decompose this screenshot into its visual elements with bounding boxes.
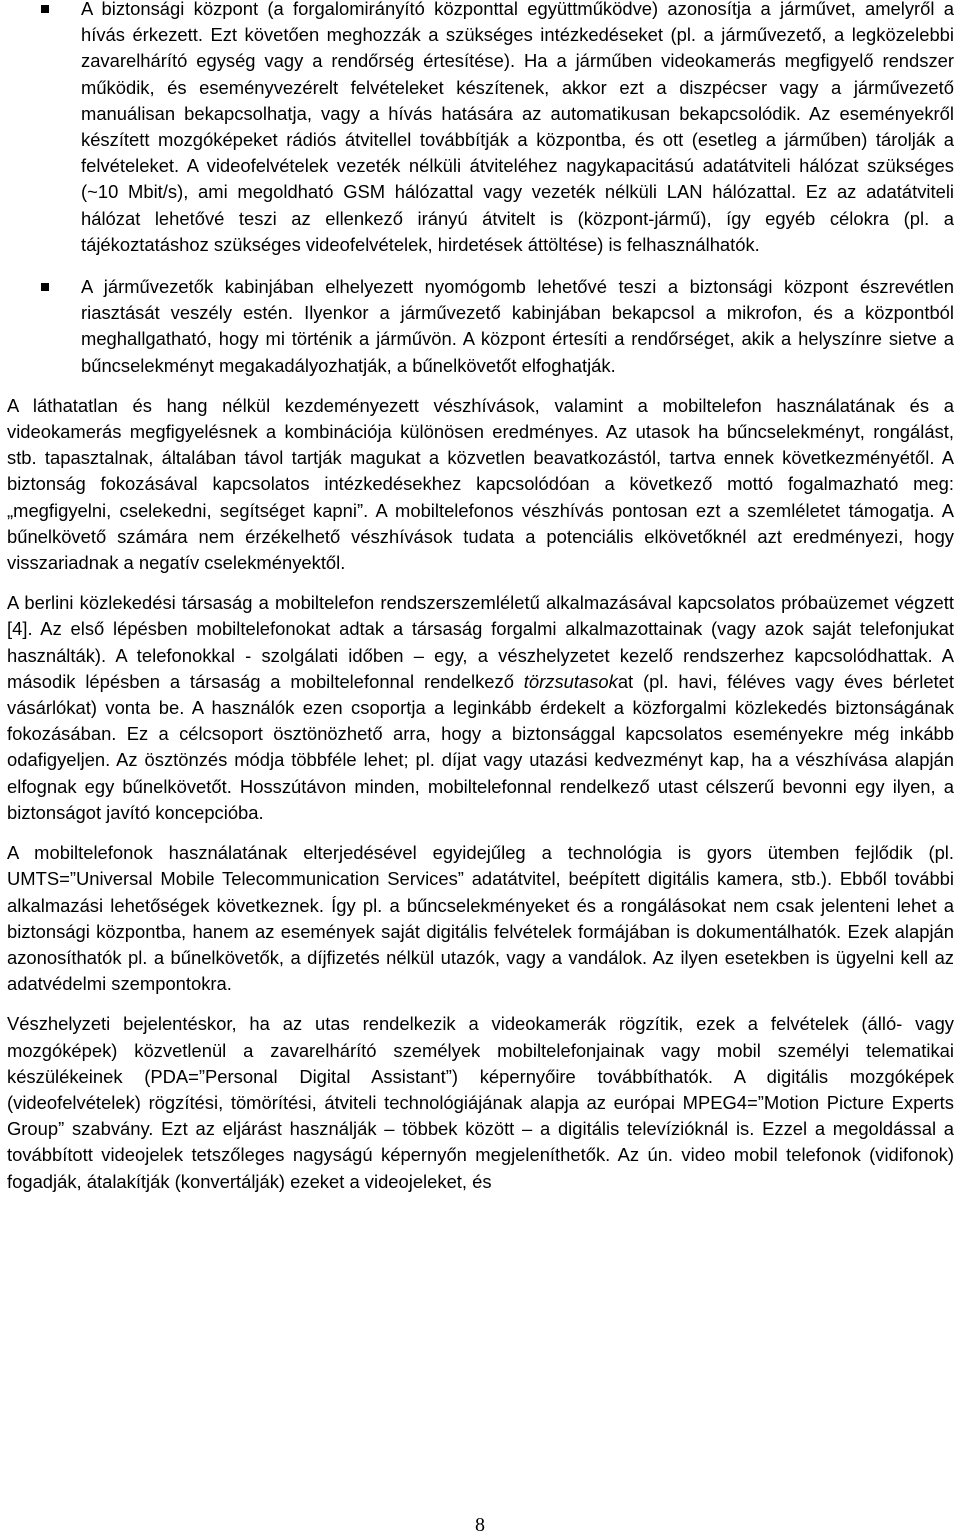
paragraph-text: A berlini közlekedési társaság a mobiltelefon rendszerszemléletű alkalmazásával kapcsolatos próbaüzemet végzett [4]. Az első lépésben mobiltelefonokat adtak a társaság forgalmi alkalmazottainak (vagy azok saját telefonjukat használták). A telefonokkal - szolgálati időben – egy, a vészhelyzetet kezelő rendszerhez kapcsolódhattak. A második lépésben a társaság a mobiltelefonnal rendelkező xyxy=(7,592,954,692)
page-content xyxy=(7,0,954,1209)
bullet-item xyxy=(7,0,954,258)
paragraph-berlin-pilot xyxy=(7,590,954,826)
paragraph-technology: A mobiltelefonok használatának elterjedésével egyidejűleg a technológia is gyors ütemben fejlődik (pl. UMTS=”Universal Mobile Telecommunication Services” adatátvitel, beépített digitális kamera, stb.). Ebből további alkalmazási lehetőségek következnek. Így pl. a bűncselekményeket és a rongálásokat nem csak jelenteni lehet a biztonsági központba, hanem az események saját digitális felvételek formájában is dokumentálhatók. Ezek alapján azonosíthatók pl. a bűnelkövetők, a díjfizetés nélkül utazók, vagy a vandálok. Az ilyen esetekben is ügyelni kell az adatvédelmi szempontokra. xyxy=(7,842,954,995)
paragraph-video-transmission: Vészhelyzeti bejelentéskor, ha az utas rendelkezik a videokamerák rögzítik, ezek a felvételek (álló- vagy mozgóképek) közvetlenül a zavarelhárító személyek mobiltelefonjainak vagy mobil személyi telematikai készülékeinek (PDA=”Personal Digital Assistant”) képernyőire továbbíthatók. A digitális mozgóképek (videofelvételek) rögzítési, tömörítési, átviteli technológiájának alapja az európai MPEG4=”Motion Picture Experts Group” szabvány. Ezt az eljárást használják – többek között – a digitális televízióknál is. Ezzel a megoldással a továbbított videojelek tetszőleges nagyságú képernyőn megjeleníthetők. Az ún. video mobil telefonok (vidifonok) fogadják, átalakítják (konvertálják) ezeket a videojeleket, és xyxy=(7,1013,954,1192)
italic-term: törzsutasok xyxy=(523,670,618,692)
bullet-text: A járművezetők kabinjában elhelyezett nyomógomb lehetővé teszi a biztonsági központ észrevétlen riasztását veszély estén. Ilyenkor a járművezető kabinjában bekapcsol a mikrofon, és a központból meghallgatható, hogy mi történik a járművön. A központ értesíti a rendőrséget, akik a helyszínre sietve a bűncselekményt megakadályozhatják, a bűnelkövetőt elfoghatják. xyxy=(81,276,954,376)
page-number: 8 xyxy=(475,1514,485,1536)
bullet-list xyxy=(7,0,954,379)
bullet-item xyxy=(7,274,954,379)
square-bullet-icon xyxy=(41,283,49,291)
paragraph-emergency-calls: A láthatatlan és hang nélkül kezdeményezett vészhívások, valamint a mobiltelefon használatának és a videokamerás megfigyelésnek a kombinációja különösen eredményes. Az utasok ha bűncselekményt, rongálást, stb. tapasztalnak, általában távol tartják magukat a közvetlen beavatkozástól, tartva ennek következményétől. A biztonság fokozásával kapcsolatos intézkedésekhez kapcsolódóan a következő mottó fogalmazható meg: „megfigyelni, cselekedni, segítséget kapni”. A mobiltelefonos vészhívás pontosan ezt a szemléletet támogatja. A bűnelkövető számára nem érzékelhető vészhívások tudata a potenciális elkövetőknél azt eredményezi, hogy visszariadnak a negatív cselekményektől. xyxy=(7,394,954,574)
bullet-text: A biztonsági központ (a forgalomirányító központtal együttműködve) azonosítja a járművet, amelyről a hívás érkezett. Ezt követően meghozzák a szükséges intézkedéseket (pl. a járművezető, a legközelebbi zavarelhárító egység vagy a rendőrség értesítése). Ha a járműben videokamerás megfigyelő rendszer működik, és eseményvezérelt felvételeket készítenek, akkor ezt a diszpécser vagy a járművezető manuálisan bekapcsolhatja, vagy a hívás hatására az automatikusan bekapcsolódik. Az eseményekről készített mozgóképeket rádiós átvitellel továbbítják a központba, és ott (esetleg a járműben) tárolják a felvételeket. A videofelvételek vezeték nélküli átviteléhez nagykapacitású adatátviteli hálózat szükséges (~10 Mbit/s), ami megoldható GSM hálózattal vagy vezeték nélküli LAN hálózattal. Ez az adatátviteli hálózat lehetővé teszi az ellenkező irányú átvitelt is (központ-jármű), így egyéb célokra (pl. a tájékoztatáshoz szükséges videofelvételek, hirdetések áttöltése) is felhasználhatók. xyxy=(81,0,954,255)
square-bullet-icon xyxy=(41,5,49,13)
paragraph-text: at (pl. havi, féléves vagy éves bérletet vásárlókat) vonta be. A használók ezen csoportja a leginkább érdekelt a közforgalmi közlekedés biztonságának fokozásában. Ez a célcsoport ösztönözhető arra, hogy a biztonsággal kapcsolatos eseményekre még inkább odafigyeljen. Az ösztönzés módja többféle lehet; pl. díjat vagy utazási kedvezményt kap, ha a vészhívása alapján elfognak egy bűnelkövetőt. Hosszútávon minden, mobiltelefonnal rendelkező utast célszerű bevonni egy ilyen, a biztonságot javító koncepcióba. xyxy=(7,670,954,823)
